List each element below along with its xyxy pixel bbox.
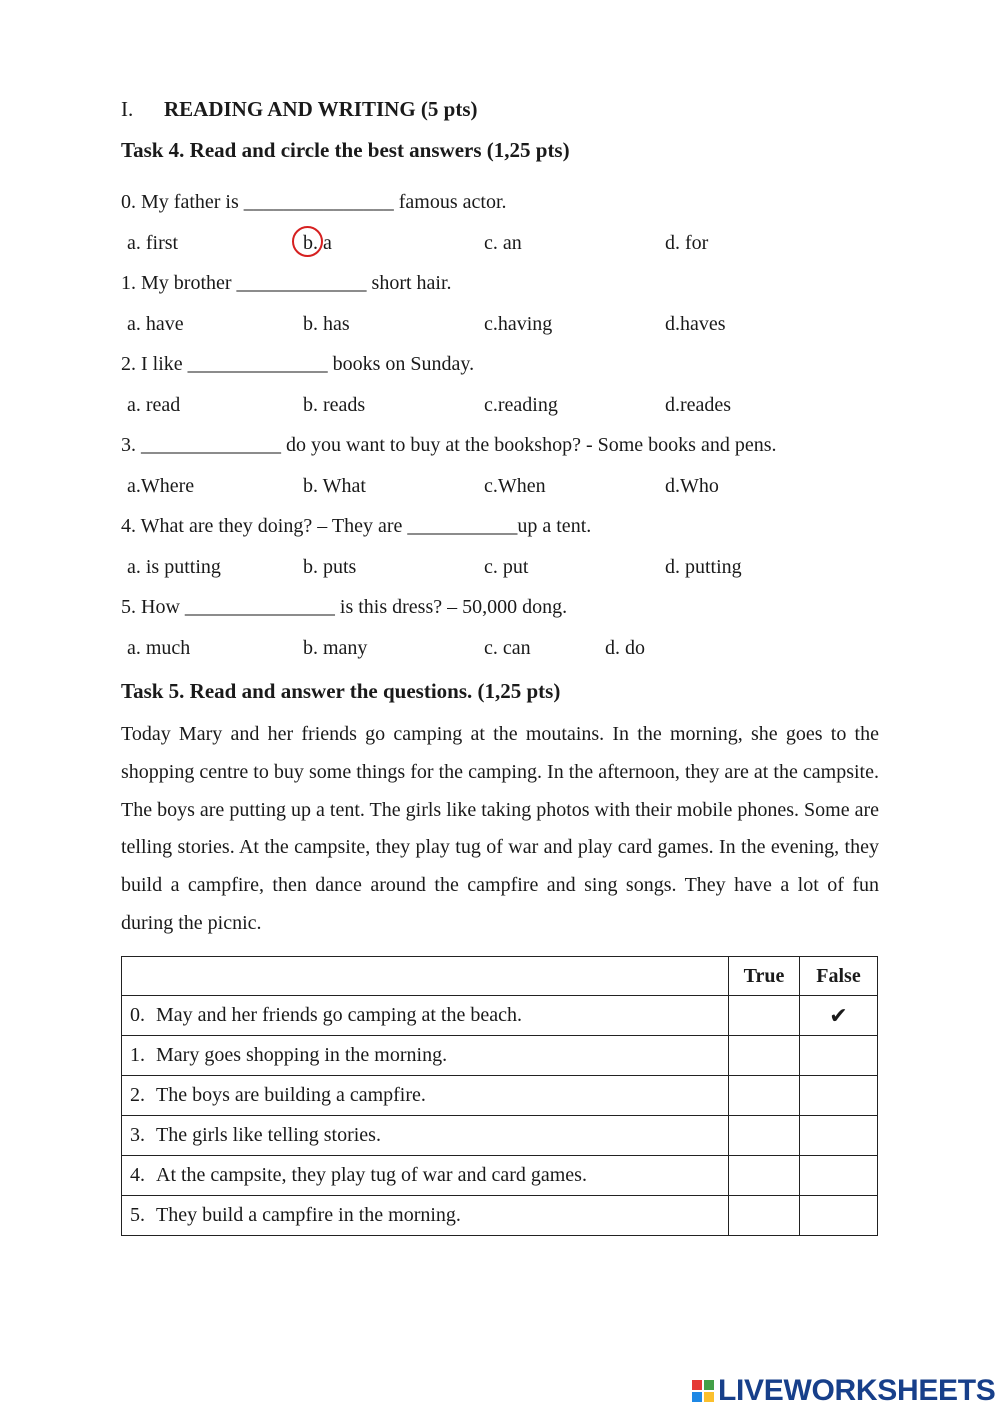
option-1-d[interactable]: d.haves — [665, 313, 726, 335]
question-3: 3. ______________ do you want to buy at the bookshop? - Some books and pens. — [121, 434, 777, 456]
false-cell[interactable] — [800, 1036, 878, 1076]
true-cell[interactable] — [729, 1116, 800, 1156]
reading-passage-text: Today Mary and her friends go camping at the moutains. In the morning, she goes to the shopping centre to buy some things for the camping. In the afternoon, they are at the campsite. The boys are putting up a tent. The girls like taking photos with their mobile phones. Some are telling stories. At the campsite, they play tug of war and play card games. In the evening, they build a campfire, then dance around the campfire and sing songs. They have a lot of fun during the picnic. — [121, 723, 879, 934]
statement-cell — [122, 996, 729, 1036]
header-false: False — [800, 957, 878, 996]
table-row — [122, 1156, 878, 1196]
table-header-row — [122, 957, 878, 996]
option-2-b[interactable]: b. reads — [303, 394, 366, 416]
liveworksheets-brand[interactable] — [692, 1375, 996, 1407]
statement-text: May and her friends go camping at the beach. — [156, 1004, 522, 1026]
option-4-c[interactable]: c. put — [484, 556, 529, 578]
false-cell[interactable] — [800, 1116, 878, 1156]
option-2-d[interactable]: d.reades — [665, 394, 732, 416]
answer-circle-mark — [292, 226, 323, 257]
header-true: True — [729, 957, 800, 996]
option-5-d[interactable]: d. do — [605, 637, 645, 659]
option-2-a[interactable]: a. read — [127, 394, 181, 416]
section-number: I. — [121, 97, 134, 121]
statement-text: Mary goes shopping in the morning. — [156, 1044, 448, 1066]
statement-text: The girls like telling stories. — [156, 1124, 381, 1146]
true-cell[interactable] — [729, 1036, 800, 1076]
statement-number: 5. — [130, 1204, 145, 1226]
liveworksheets-logo-icon — [692, 1380, 714, 1402]
option-1-a[interactable]: a. have — [127, 313, 184, 335]
table-row — [122, 1076, 878, 1116]
statement-number: 4. — [130, 1164, 145, 1186]
option-3-d[interactable]: d.Who — [665, 475, 719, 497]
statement-text: They build a campfire in the morning. — [156, 1204, 461, 1226]
statement-number: 0. — [130, 1004, 145, 1026]
reading-passage — [121, 716, 879, 943]
option-0-c[interactable]: c. an — [484, 232, 522, 254]
statement-cell — [122, 1076, 729, 1116]
table-row — [122, 1036, 878, 1076]
false-cell[interactable] — [800, 1196, 878, 1236]
true-false-table — [121, 956, 878, 1236]
true-cell[interactable] — [729, 1196, 800, 1236]
statement-cell — [122, 1156, 729, 1196]
brand-name: LIVEWORKSHEETS — [718, 1374, 996, 1407]
option-5-b[interactable]: b. many — [303, 637, 368, 659]
question-4: 4. What are they doing? – They are ___________up a tent. — [121, 515, 592, 537]
option-2-c[interactable]: c.reading — [484, 394, 558, 416]
table-row — [122, 996, 878, 1036]
question-1: 1. My brother _____________ short hair. — [121, 272, 452, 294]
header-statement — [122, 957, 729, 996]
question-2: 2. I like ______________ books on Sunday. — [121, 353, 475, 375]
table-row — [122, 1196, 878, 1236]
false-cell[interactable] — [800, 996, 878, 1036]
option-4-a[interactable]: a. is putting — [127, 556, 221, 578]
statement-number: 3. — [130, 1124, 145, 1146]
true-cell[interactable] — [729, 1156, 800, 1196]
statement-cell — [122, 1036, 729, 1076]
option-5-c[interactable]: c. can — [484, 637, 531, 659]
statement-number: 1. — [130, 1044, 145, 1066]
statement-text: At the campsite, they play tug of war and card games. — [156, 1164, 587, 1186]
false-cell[interactable] — [800, 1156, 878, 1196]
section-title: READING AND WRITING (5 pts) — [164, 97, 478, 121]
statement-text: The boys are building a campfire. — [156, 1084, 426, 1106]
statement-number: 2. — [130, 1084, 145, 1106]
task5-title: Task 5. Read and answer the questions. (1,25 pts) — [121, 679, 561, 703]
option-0-a[interactable]: a. first — [127, 232, 179, 254]
option-3-c[interactable]: c.When — [484, 475, 546, 497]
logo-square-green — [704, 1380, 714, 1390]
statement-cell — [122, 1196, 729, 1236]
true-cell[interactable] — [729, 1076, 800, 1116]
option-4-b[interactable]: b. puts — [303, 556, 357, 578]
statement-cell — [122, 1116, 729, 1156]
logo-square-yellow — [704, 1392, 714, 1402]
true-cell[interactable] — [729, 996, 800, 1036]
logo-square-red — [692, 1380, 702, 1390]
option-3-a[interactable]: a.Where — [127, 475, 195, 497]
table-row — [122, 1116, 878, 1156]
option-4-d[interactable]: d. putting — [665, 556, 742, 578]
check-icon: ✔ — [829, 1002, 848, 1028]
option-3-b[interactable]: b. What — [303, 475, 366, 497]
task4-title: Task 4. Read and circle the best answers (1,25 pts) — [121, 138, 570, 162]
option-1-b[interactable]: b. has — [303, 313, 350, 335]
option-0-d[interactable]: d. for — [665, 232, 709, 254]
option-0-b[interactable]: b. a — [303, 232, 332, 254]
option-5-a[interactable]: a. much — [127, 637, 191, 659]
question-0: 0. My father is _______________ famous actor. — [121, 191, 507, 213]
logo-square-blue — [692, 1392, 702, 1402]
option-1-c[interactable]: c.having — [484, 313, 553, 335]
false-cell[interactable] — [800, 1076, 878, 1116]
question-5: 5. How _______________ is this dress? – 50,000 dong. — [121, 596, 568, 618]
